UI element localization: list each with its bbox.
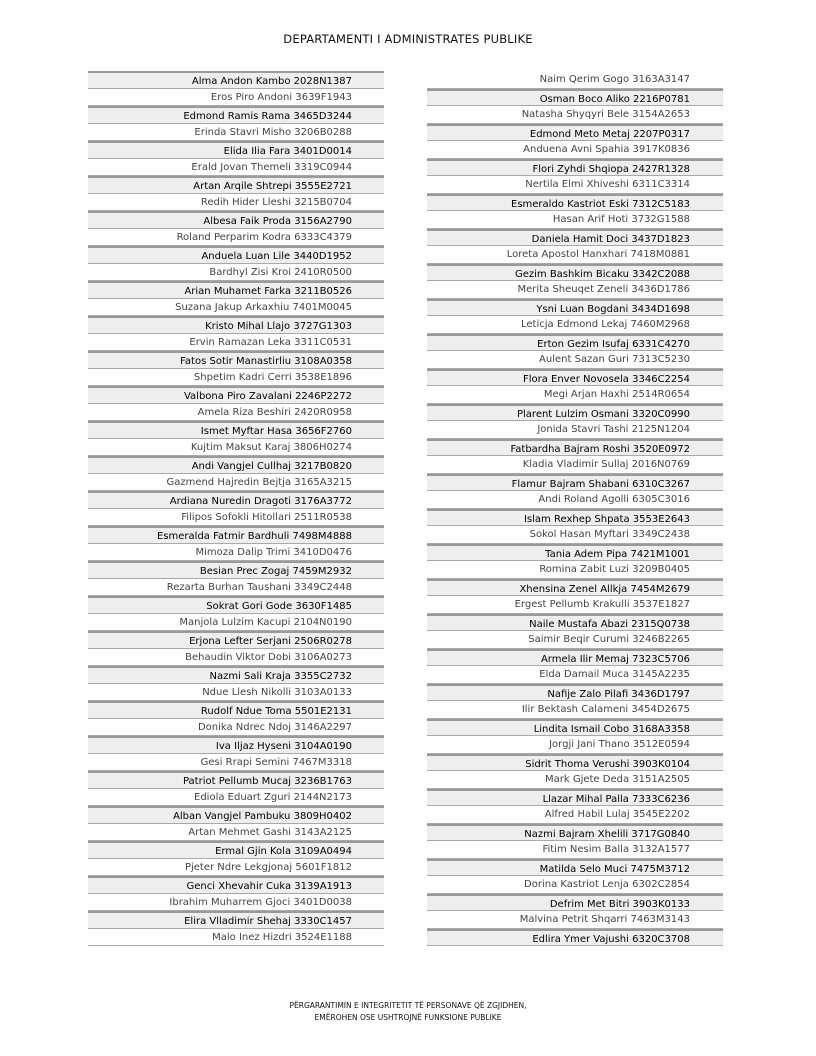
list-item bbox=[88, 404, 384, 422]
list-item-text: Rezarta Burhan Taushani 3349C2448 bbox=[166, 581, 352, 593]
list-item bbox=[88, 631, 384, 649]
list-item-text: Pjeter Ndre Lekgjonaj 5601F1812 bbox=[184, 861, 352, 873]
list-item bbox=[427, 421, 723, 439]
list-item-text: Elida Ilia Fara 3401D0014 bbox=[223, 146, 352, 157]
list-item bbox=[88, 579, 384, 597]
list-item bbox=[88, 246, 384, 264]
list-item-text: Ysni Luan Bogdani 3434D1698 bbox=[536, 303, 690, 315]
list-item-text: Saimir Beqir Curumi 3246B2265 bbox=[528, 634, 690, 645]
list-item bbox=[88, 299, 384, 317]
page-title: DEPARTAMENTI I ADMINISTRATES PUBLIKE bbox=[283, 32, 533, 46]
list-item-text: Edlira Ymer Vajushi 6320C3708 bbox=[532, 933, 690, 945]
list-item-text: Kladia Vladimir Sullaj 2016N0769 bbox=[522, 459, 690, 470]
list-item bbox=[427, 246, 723, 264]
list-item-text: Suzana Jakup Arkaxhiu 7401M0045 bbox=[175, 301, 352, 313]
list-item-text: Sidrit Thoma Verushi 3903K0104 bbox=[525, 758, 690, 770]
list-item-text: Fatbardha Bajram Roshi 3520E0972 bbox=[510, 443, 690, 455]
list-item-text: Ibrahim Muharrem Gjoci 3401D0038 bbox=[169, 896, 352, 908]
list-item bbox=[427, 526, 723, 544]
list-item bbox=[427, 894, 723, 912]
list-item-text: Ismet Myftar Hasa 3656F2760 bbox=[200, 426, 352, 437]
list-item bbox=[88, 841, 384, 859]
list-item-text: Andi Roland Agolli 6305C3016 bbox=[538, 494, 690, 505]
list-item bbox=[427, 281, 723, 299]
list-item-text: Gezim Bashkim Bicaku 3342C2088 bbox=[514, 268, 690, 280]
list-item bbox=[427, 754, 723, 772]
list-item-text: Behaudin Viktor Dobi 3106A0273 bbox=[185, 651, 352, 663]
list-item-text: Naim Qerim Gogo 3163A3147 bbox=[539, 74, 690, 85]
list-item-text: Armela Ilir Memaj 7323C5706 bbox=[540, 653, 690, 665]
list-item-text: Erjona Lefter Serjani 2506R0278 bbox=[189, 636, 352, 647]
list-item-text: Iva Iljaz Hyseni 3104A0190 bbox=[215, 741, 352, 752]
list-item bbox=[427, 299, 723, 317]
list-item bbox=[88, 789, 384, 807]
list-item-text: Andi Vangjel Cullhaj 3217B0820 bbox=[191, 461, 352, 472]
list-item-text: Alban Vangjel Pambuku 3809H0402 bbox=[173, 811, 352, 822]
list-item bbox=[88, 439, 384, 457]
list-item bbox=[427, 456, 723, 474]
list-item-text: Esmeraldo Kastriot Eski 7312C5183 bbox=[511, 198, 690, 210]
list-item bbox=[427, 649, 723, 667]
list-item bbox=[427, 911, 723, 929]
list-item-text: Romina Zabit Luzi 3209B0405 bbox=[539, 564, 690, 575]
list-item-text: Hasan Arif Hoti 3732G1588 bbox=[552, 214, 690, 225]
list-item bbox=[88, 771, 384, 789]
list-item bbox=[427, 876, 723, 894]
list-item-text: Merita Sheuqet Zeneli 3436D1786 bbox=[517, 284, 690, 295]
list-item bbox=[88, 649, 384, 667]
list-item-text: Bardhyl Zisi Kroi 2410R0500 bbox=[209, 266, 352, 278]
list-item-text: Erinda Stavri Misho 3206B0288 bbox=[194, 126, 352, 138]
list-item bbox=[88, 894, 384, 912]
list-item-text: Patriot Pellumb Mucaj 3236B1763 bbox=[182, 776, 352, 787]
footer-line-2: EMËROHEN OSE USHTROJNË FUNKSIONE PUBLIKE bbox=[314, 1013, 502, 1022]
list-item bbox=[88, 701, 384, 719]
list-item-text: Fitim Nesim Balla 3132A1577 bbox=[542, 844, 690, 855]
list-item bbox=[88, 596, 384, 614]
list-item bbox=[427, 719, 723, 737]
list-item bbox=[88, 684, 384, 702]
list-item-text: Besian Prec Zogaj 7459M2932 bbox=[199, 566, 352, 577]
list-item bbox=[88, 614, 384, 632]
list-item bbox=[88, 911, 384, 929]
list-item-text: Lindita Ismail Cobo 3168A3358 bbox=[533, 723, 690, 735]
list-item bbox=[88, 264, 384, 282]
list-item bbox=[88, 334, 384, 352]
list-item-text: Artan Arqile Shtrepi 3555E2721 bbox=[193, 181, 352, 192]
list-item bbox=[427, 474, 723, 492]
list-item bbox=[427, 561, 723, 579]
list-item bbox=[427, 684, 723, 702]
list-item-text: Osman Boco Aliko 2216P0781 bbox=[539, 93, 690, 105]
list-item-text: Manjola Lulzim Kacupi 2104N0190 bbox=[179, 616, 352, 628]
list-item-text: Gesi Rrapi Semini 7467M3318 bbox=[200, 756, 352, 768]
list-item-text: Natasha Shyqyri Bele 3154A2653 bbox=[521, 109, 690, 120]
list-item-text: Elira Vlladimir Shehaj 3330C1457 bbox=[184, 916, 352, 927]
list-item-text: Nafije Zalo Pilafi 3436D1797 bbox=[547, 688, 690, 700]
list-item bbox=[427, 386, 723, 404]
list-item-text: Dorina Kastriot Lenja 6302C2854 bbox=[524, 879, 690, 890]
list-item-text: Xhensina Zenel Allkja 7454M2679 bbox=[519, 583, 690, 595]
list-item bbox=[427, 439, 723, 457]
list-item bbox=[427, 736, 723, 754]
list-item-text: Malvina Petrit Shqarri 7463M3143 bbox=[519, 914, 690, 925]
list-item-text: Rudolf Ndue Toma 5501E2131 bbox=[200, 706, 352, 717]
list-item bbox=[88, 666, 384, 684]
list-item bbox=[427, 666, 723, 684]
list-item bbox=[88, 824, 384, 842]
list-item-text: Flori Zyhdi Shqiopa 2427R1328 bbox=[532, 163, 690, 175]
list-item bbox=[427, 106, 723, 124]
list-item-text: Filipos Sofokli Hitollari 2511R0538 bbox=[181, 511, 352, 523]
list-item bbox=[427, 211, 723, 229]
right-name-list bbox=[427, 71, 723, 946]
list-item-text: Fatos Sotir Manastirliu 3108A0358 bbox=[180, 356, 352, 367]
list-item bbox=[88, 229, 384, 247]
list-item-text: Mimoza Dalip Trimi 3410D0476 bbox=[195, 546, 352, 558]
list-item-text: Jonida Stavri Tashi 2125N1204 bbox=[537, 424, 690, 435]
list-item bbox=[427, 194, 723, 212]
list-item bbox=[88, 754, 384, 772]
list-item-text: Kujtim Maksut Karaj 3806H0274 bbox=[190, 441, 352, 453]
list-item bbox=[88, 491, 384, 509]
list-item bbox=[88, 806, 384, 824]
list-item bbox=[88, 386, 384, 404]
list-item-text: Leticja Edmond Lekaj 7460M2968 bbox=[521, 319, 690, 330]
list-item-text: Plarent Lulzim Osmani 3320C0990 bbox=[516, 408, 690, 420]
list-item bbox=[88, 526, 384, 544]
list-item bbox=[88, 474, 384, 492]
list-item bbox=[427, 544, 723, 562]
list-item bbox=[88, 369, 384, 387]
list-item-text: Defrim Met Bitri 3903K0133 bbox=[549, 898, 690, 910]
list-item bbox=[427, 841, 723, 859]
list-item bbox=[88, 421, 384, 439]
list-item-text: Kristo Mihal Llajo 3727G1303 bbox=[205, 321, 352, 332]
list-item-text: Ervin Ramazan Leka 3311C0531 bbox=[189, 336, 352, 348]
list-item-text: Donika Ndrec Ndoj 3146A2297 bbox=[197, 721, 352, 733]
list-item-text: Alfred Habil Lulaj 3545E2202 bbox=[544, 809, 690, 820]
list-item-text: Edmond Meto Metaj 2207P0317 bbox=[529, 128, 690, 140]
list-item-text: Redih Hider Lleshi 3215B0704 bbox=[200, 196, 352, 208]
list-item-text: Valbona Piro Zavalani 2246P2272 bbox=[183, 391, 352, 402]
list-item bbox=[88, 159, 384, 177]
list-item bbox=[88, 211, 384, 229]
list-item bbox=[427, 316, 723, 334]
list-item-text: Flamur Bajram Shabani 6310C3267 bbox=[511, 478, 690, 490]
list-item bbox=[88, 859, 384, 877]
list-item-text: Ndue Llesh Nikolli 3103A0133 bbox=[202, 686, 352, 698]
list-item-text: Alma Andon Kambo 2028N1387 bbox=[191, 76, 352, 87]
list-item bbox=[427, 631, 723, 649]
list-item-text: Gazmend Hajredin Bejtja 3165A3215 bbox=[166, 476, 352, 488]
list-item-text: Malo Inez Hizdri 3524E1188 bbox=[212, 931, 352, 943]
list-item-text: Loreta Apostol Hanxhari 7418M0881 bbox=[506, 249, 690, 260]
list-item bbox=[427, 229, 723, 247]
list-item bbox=[427, 404, 723, 422]
list-item-text: Nazmi Sali Kraja 3355C2732 bbox=[209, 671, 352, 682]
list-item bbox=[427, 859, 723, 877]
list-item bbox=[427, 491, 723, 509]
list-item bbox=[88, 929, 384, 947]
list-item bbox=[427, 929, 723, 947]
list-item bbox=[427, 71, 723, 89]
list-item-text: Flora Enver Novosela 3346C2254 bbox=[522, 373, 690, 385]
list-item bbox=[427, 579, 723, 597]
list-item-text: Albesa Faik Proda 3156A2790 bbox=[203, 216, 352, 227]
list-item bbox=[427, 334, 723, 352]
list-item bbox=[88, 281, 384, 299]
list-item bbox=[427, 159, 723, 177]
list-item-text: Arian Muhamet Farka 3211B0526 bbox=[184, 286, 352, 297]
list-item bbox=[427, 596, 723, 614]
list-item-text: Islam Rexhep Shpata 3553E2643 bbox=[523, 513, 690, 525]
list-item-text: Amela Riza Beshiri 2420R0958 bbox=[197, 406, 352, 418]
list-item-text: Ilir Bektash Calameni 3454D2675 bbox=[521, 704, 690, 715]
list-item bbox=[427, 264, 723, 282]
list-item-text: Nazmi Bajram Xhelili 3717G0840 bbox=[524, 828, 690, 840]
list-item-text: Artan Mehmet Gashi 3143A2125 bbox=[188, 826, 352, 838]
list-item bbox=[88, 351, 384, 369]
list-item bbox=[88, 71, 384, 89]
list-item bbox=[427, 89, 723, 107]
list-item bbox=[88, 736, 384, 754]
list-item bbox=[88, 124, 384, 142]
list-item bbox=[427, 806, 723, 824]
list-item bbox=[88, 456, 384, 474]
list-item-text: Erald Jovan Themeli 3319C0944 bbox=[191, 161, 352, 173]
list-item-text: Matilda Selo Muci 7475M3712 bbox=[539, 863, 690, 875]
list-item-text: Sokol Hasan Myftari 3349C2438 bbox=[529, 529, 690, 540]
list-item bbox=[88, 544, 384, 562]
list-item bbox=[88, 176, 384, 194]
list-item bbox=[427, 141, 723, 159]
list-item-text: Tania Adem Pipa 7421M1001 bbox=[545, 548, 690, 560]
list-item bbox=[88, 509, 384, 527]
list-item-text: Jorgji Jani Thano 3512E0594 bbox=[549, 739, 690, 750]
list-item bbox=[427, 509, 723, 527]
list-item bbox=[88, 106, 384, 124]
list-item bbox=[88, 719, 384, 737]
list-item bbox=[427, 351, 723, 369]
left-name-list bbox=[88, 71, 384, 946]
list-item-text: Nertila Elmi Xhiveshi 6311C3314 bbox=[525, 179, 690, 190]
list-item-text: Ergest Pellumb Krakulli 3537E1827 bbox=[514, 599, 690, 610]
list-item-text: Eros Piro Andoni 3639F1943 bbox=[210, 91, 352, 103]
list-item-text: Aulent Sazan Guri 7313C5230 bbox=[539, 354, 690, 365]
list-item bbox=[427, 176, 723, 194]
list-item bbox=[88, 194, 384, 212]
list-item-text: Anduena Avni Spahia 3917K0836 bbox=[523, 144, 690, 155]
list-item-text: Edmond Ramis Rama 3465D3244 bbox=[183, 111, 352, 122]
list-item bbox=[88, 141, 384, 159]
list-item bbox=[427, 824, 723, 842]
footer-line-1: PËRGARANTIMIN E INTEGRITETIT TË PERSONAVE QË ZGJIDHEN, bbox=[289, 1001, 527, 1010]
list-item bbox=[427, 369, 723, 387]
list-item-text: Daniela Hamit Doci 3437D1823 bbox=[531, 233, 690, 245]
list-item bbox=[88, 316, 384, 334]
list-item bbox=[88, 876, 384, 894]
list-item-text: Sokrat Gori Gode 3630F1485 bbox=[206, 601, 352, 612]
list-item-text: Ardiana Nuredin Dragoti 3176A3772 bbox=[169, 496, 352, 507]
list-item-text: Mark Gjete Deda 3151A2505 bbox=[544, 774, 690, 785]
list-item-text: Llazar Mihal Palla 7333C6236 bbox=[542, 793, 690, 805]
list-item-text: Megi Arjan Haxhi 2514R0654 bbox=[543, 389, 690, 400]
list-item-text: Roland Perparim Kodra 6333C4379 bbox=[176, 231, 352, 243]
list-item-text: Elda Damail Muca 3145A2235 bbox=[539, 669, 690, 680]
list-item bbox=[427, 614, 723, 632]
list-item-text: Esmeralda Fatmir Bardhuli 7498M4888 bbox=[157, 531, 352, 542]
list-item bbox=[88, 89, 384, 107]
list-item bbox=[88, 561, 384, 579]
list-item bbox=[427, 701, 723, 719]
list-item-text: Ermal Gjin Kola 3109A0494 bbox=[215, 846, 352, 857]
list-item-text: Anduela Luan Lile 3440D1952 bbox=[201, 251, 352, 262]
list-item bbox=[427, 124, 723, 142]
list-item bbox=[427, 789, 723, 807]
list-item-text: Erton Gezim Isufaj 6331C4270 bbox=[537, 338, 690, 350]
list-item bbox=[427, 771, 723, 789]
list-item-text: Naile Mustafa Abazi 2315Q0738 bbox=[529, 618, 690, 630]
page-footer bbox=[0, 1000, 816, 1024]
list-item-text: Ediola Eduart Zguri 2144N2173 bbox=[194, 791, 352, 803]
list-item-text: Shpetim Kadri Cerri 3538E1896 bbox=[193, 371, 352, 383]
list-item-text: Genci Xhevahir Cuka 3139A1913 bbox=[186, 881, 352, 892]
